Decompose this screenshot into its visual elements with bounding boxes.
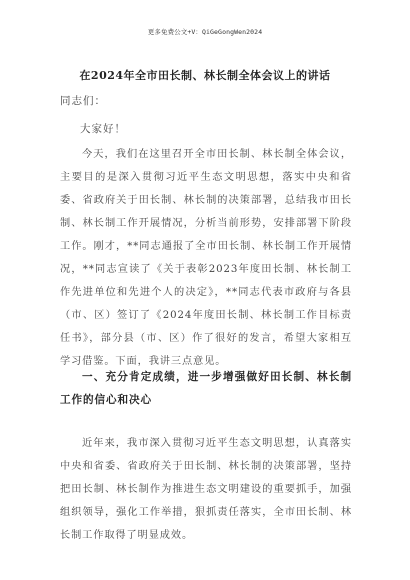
salutation: 同志们： xyxy=(60,95,106,107)
section-heading: 一、充分肯定成绩，进一步增强做好田长制、林长制工作的信心和决心 xyxy=(60,371,352,406)
body-paragraph: 近年来，我市深入贯彻习近平生态文明思想，认真落实中央和省委、省政府关于田长制、林长制的决策部署，坚持把田长制、林长制作为推进生态文明建设的重要抓手，加强组织领导，强化工作举措，狠抓责任落实，全市田长制、林长制工作取得了明显成效。 xyxy=(60,438,352,541)
document-title: 在2024年全市田长制、林长制全体会议上的讲话 xyxy=(79,69,331,82)
greeting: 大家好！ xyxy=(80,123,126,135)
header-note: 更多免费公文+V：QiGeGongWen2024 xyxy=(147,28,263,36)
body-paragraph: 今天，我们在这里召开全市田长制、林长制全体会议，主要目的是深入贯彻习近平生态文明思想，落实中央和省委、省政府关于田长制、林长制的决策部署，总结我市田长制、林长制工作开展情况，分析当前形势，安排部署下阶段工作。刚才，**同志通报了全市田长制、林长制工作开展情况，**同志宣读了《关于表彰2023年度田长制、林长制工作先进单位和先进个人的决定》，**同志代表市政府与各县（市、区）签订了《2024年度田长制、林长制工作目标责任书》，部分县（市、区）作了很好的发言，希望大家相互学习借鉴。下面，我讲三点意见。 xyxy=(60,149,352,367)
